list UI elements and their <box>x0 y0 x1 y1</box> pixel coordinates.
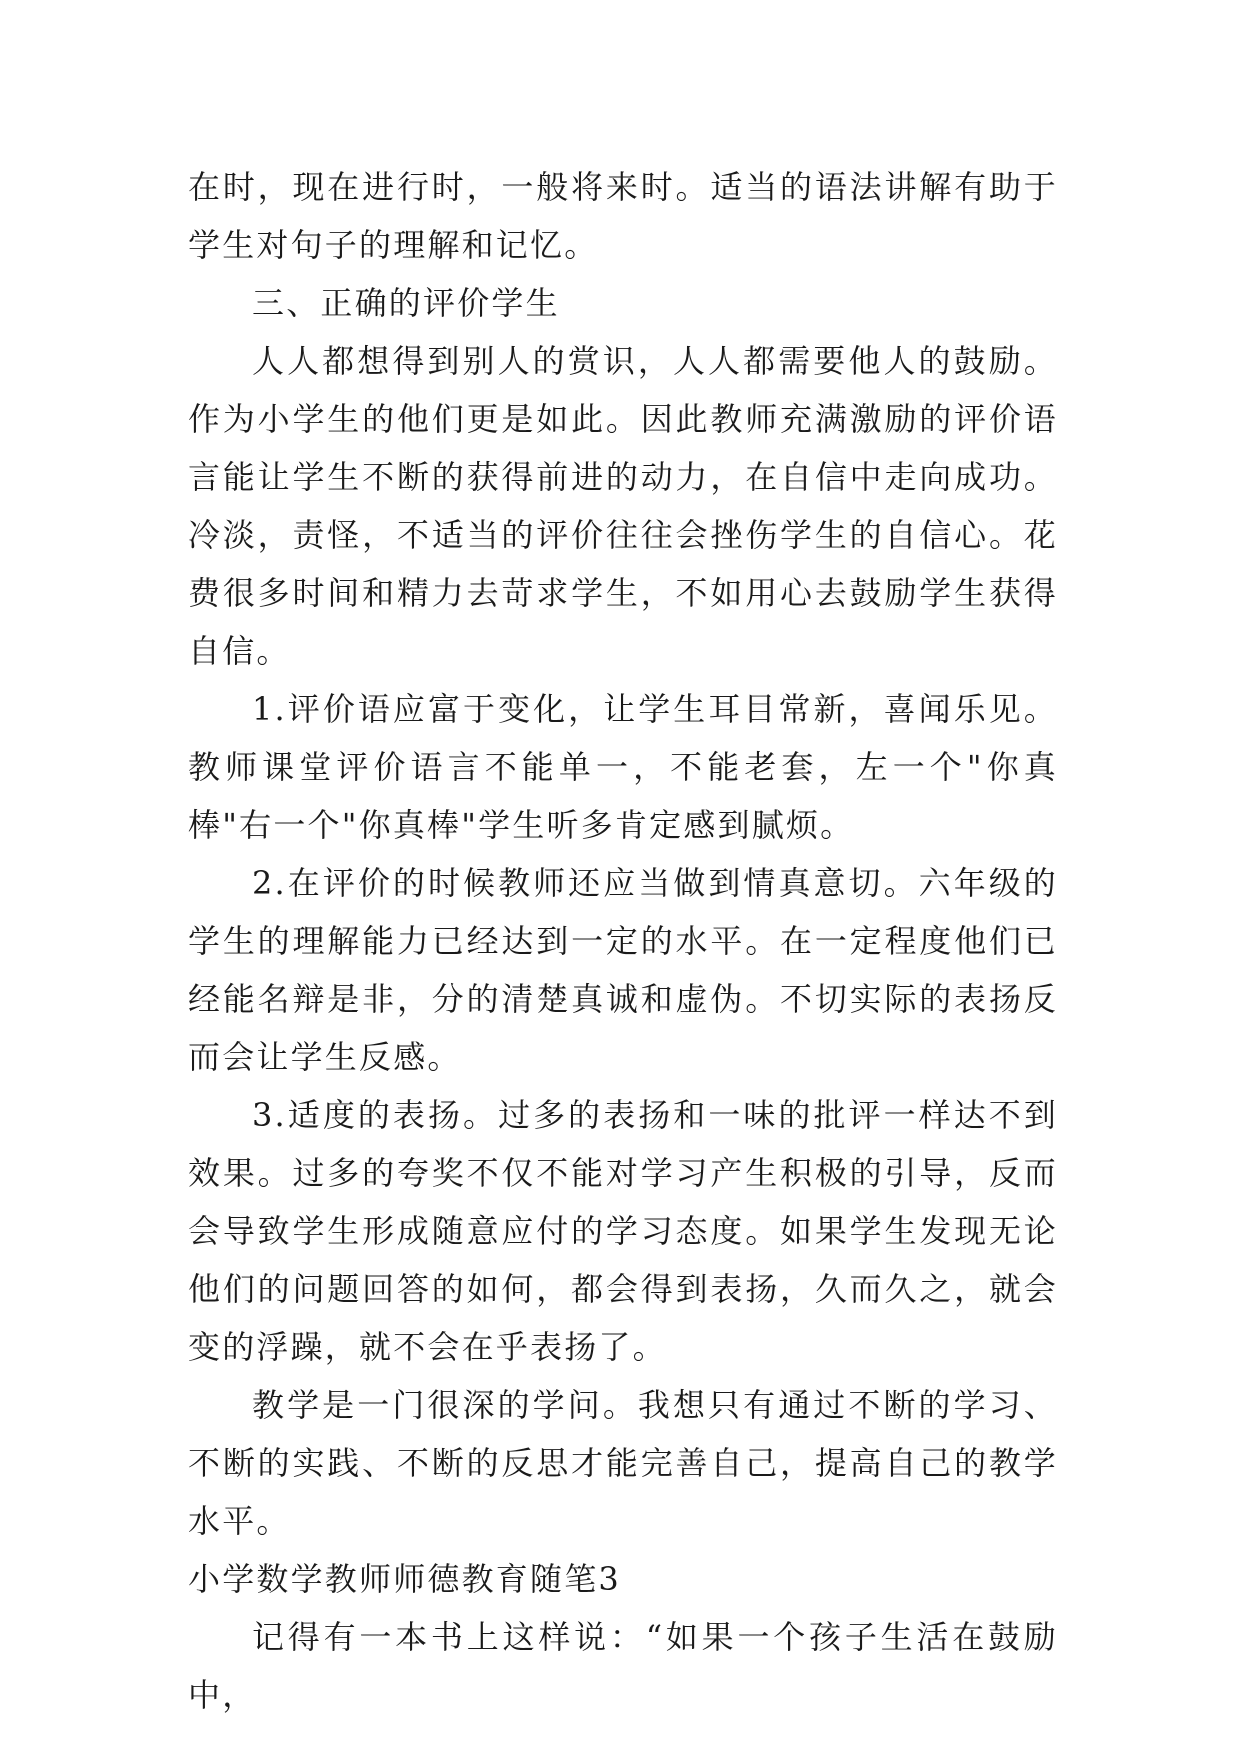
section-heading-evaluate-students: 三、正确的评价学生 <box>252 284 560 322</box>
body-text <box>188 158 1058 1724</box>
paragraph-conclusion: 教学是一门很深的学问。我想只有通过不断的学习、不断的实践、不断的反思才能完善自己，提高自己的教学水平。 <box>188 1386 1058 1540</box>
paragraph-point-2: 2.在评价的时候教师还应当做到情真意切。六年级的学生的理解能力已经达到一定的水平。在一定程度他们已经能名辩是非，分的清楚真诚和虚伪。不切实际的表扬反而会让学生反感。 <box>188 864 1058 1076</box>
paragraph-point-1: 1.评价语应富于变化，让学生耳目常新，喜闻乐见。教师课堂评价语言不能单一，不能老套，左一个"你真棒"右一个"你真棒"学生听多肯定感到腻烦。 <box>188 690 1058 844</box>
paragraph-praise-needs: 人人都想得到别人的赏识，人人都需要他人的鼓励。作为小学生的他们更是如此。因此教师充满激励的评价语言能让学生不断的获得前进的动力，在自信中走向成功。冷淡，责怪，不适当的评价往往会挫伤学生的自信心。花费很多时间和精力去苛求学生，不如用心去鼓励学生获得自信。 <box>188 342 1058 670</box>
paragraph-point-3: 3.适度的表扬。过多的表扬和一味的批评一样达不到效果。过多的夸奖不仅不能对学习产生积极的引导，反而会导致学生形成随意应付的学习态度。如果学生发现无论他们的问题回答的如何，都会得到表扬，久而久之，就会变的浮躁，就不会在乎表扬了。 <box>188 1096 1058 1366</box>
essay-title-3: 小学数学教师师德教育随笔3 <box>188 1560 621 1598</box>
paragraph-intro-continuation: 在时，现在进行时，一般将来时。适当的语法讲解有助于学生对句子的理解和记忆。 <box>188 168 1058 264</box>
paragraph-book-quote: 记得有一本书上这样说：“如果一个孩子生活在鼓励中， <box>188 1618 1058 1714</box>
